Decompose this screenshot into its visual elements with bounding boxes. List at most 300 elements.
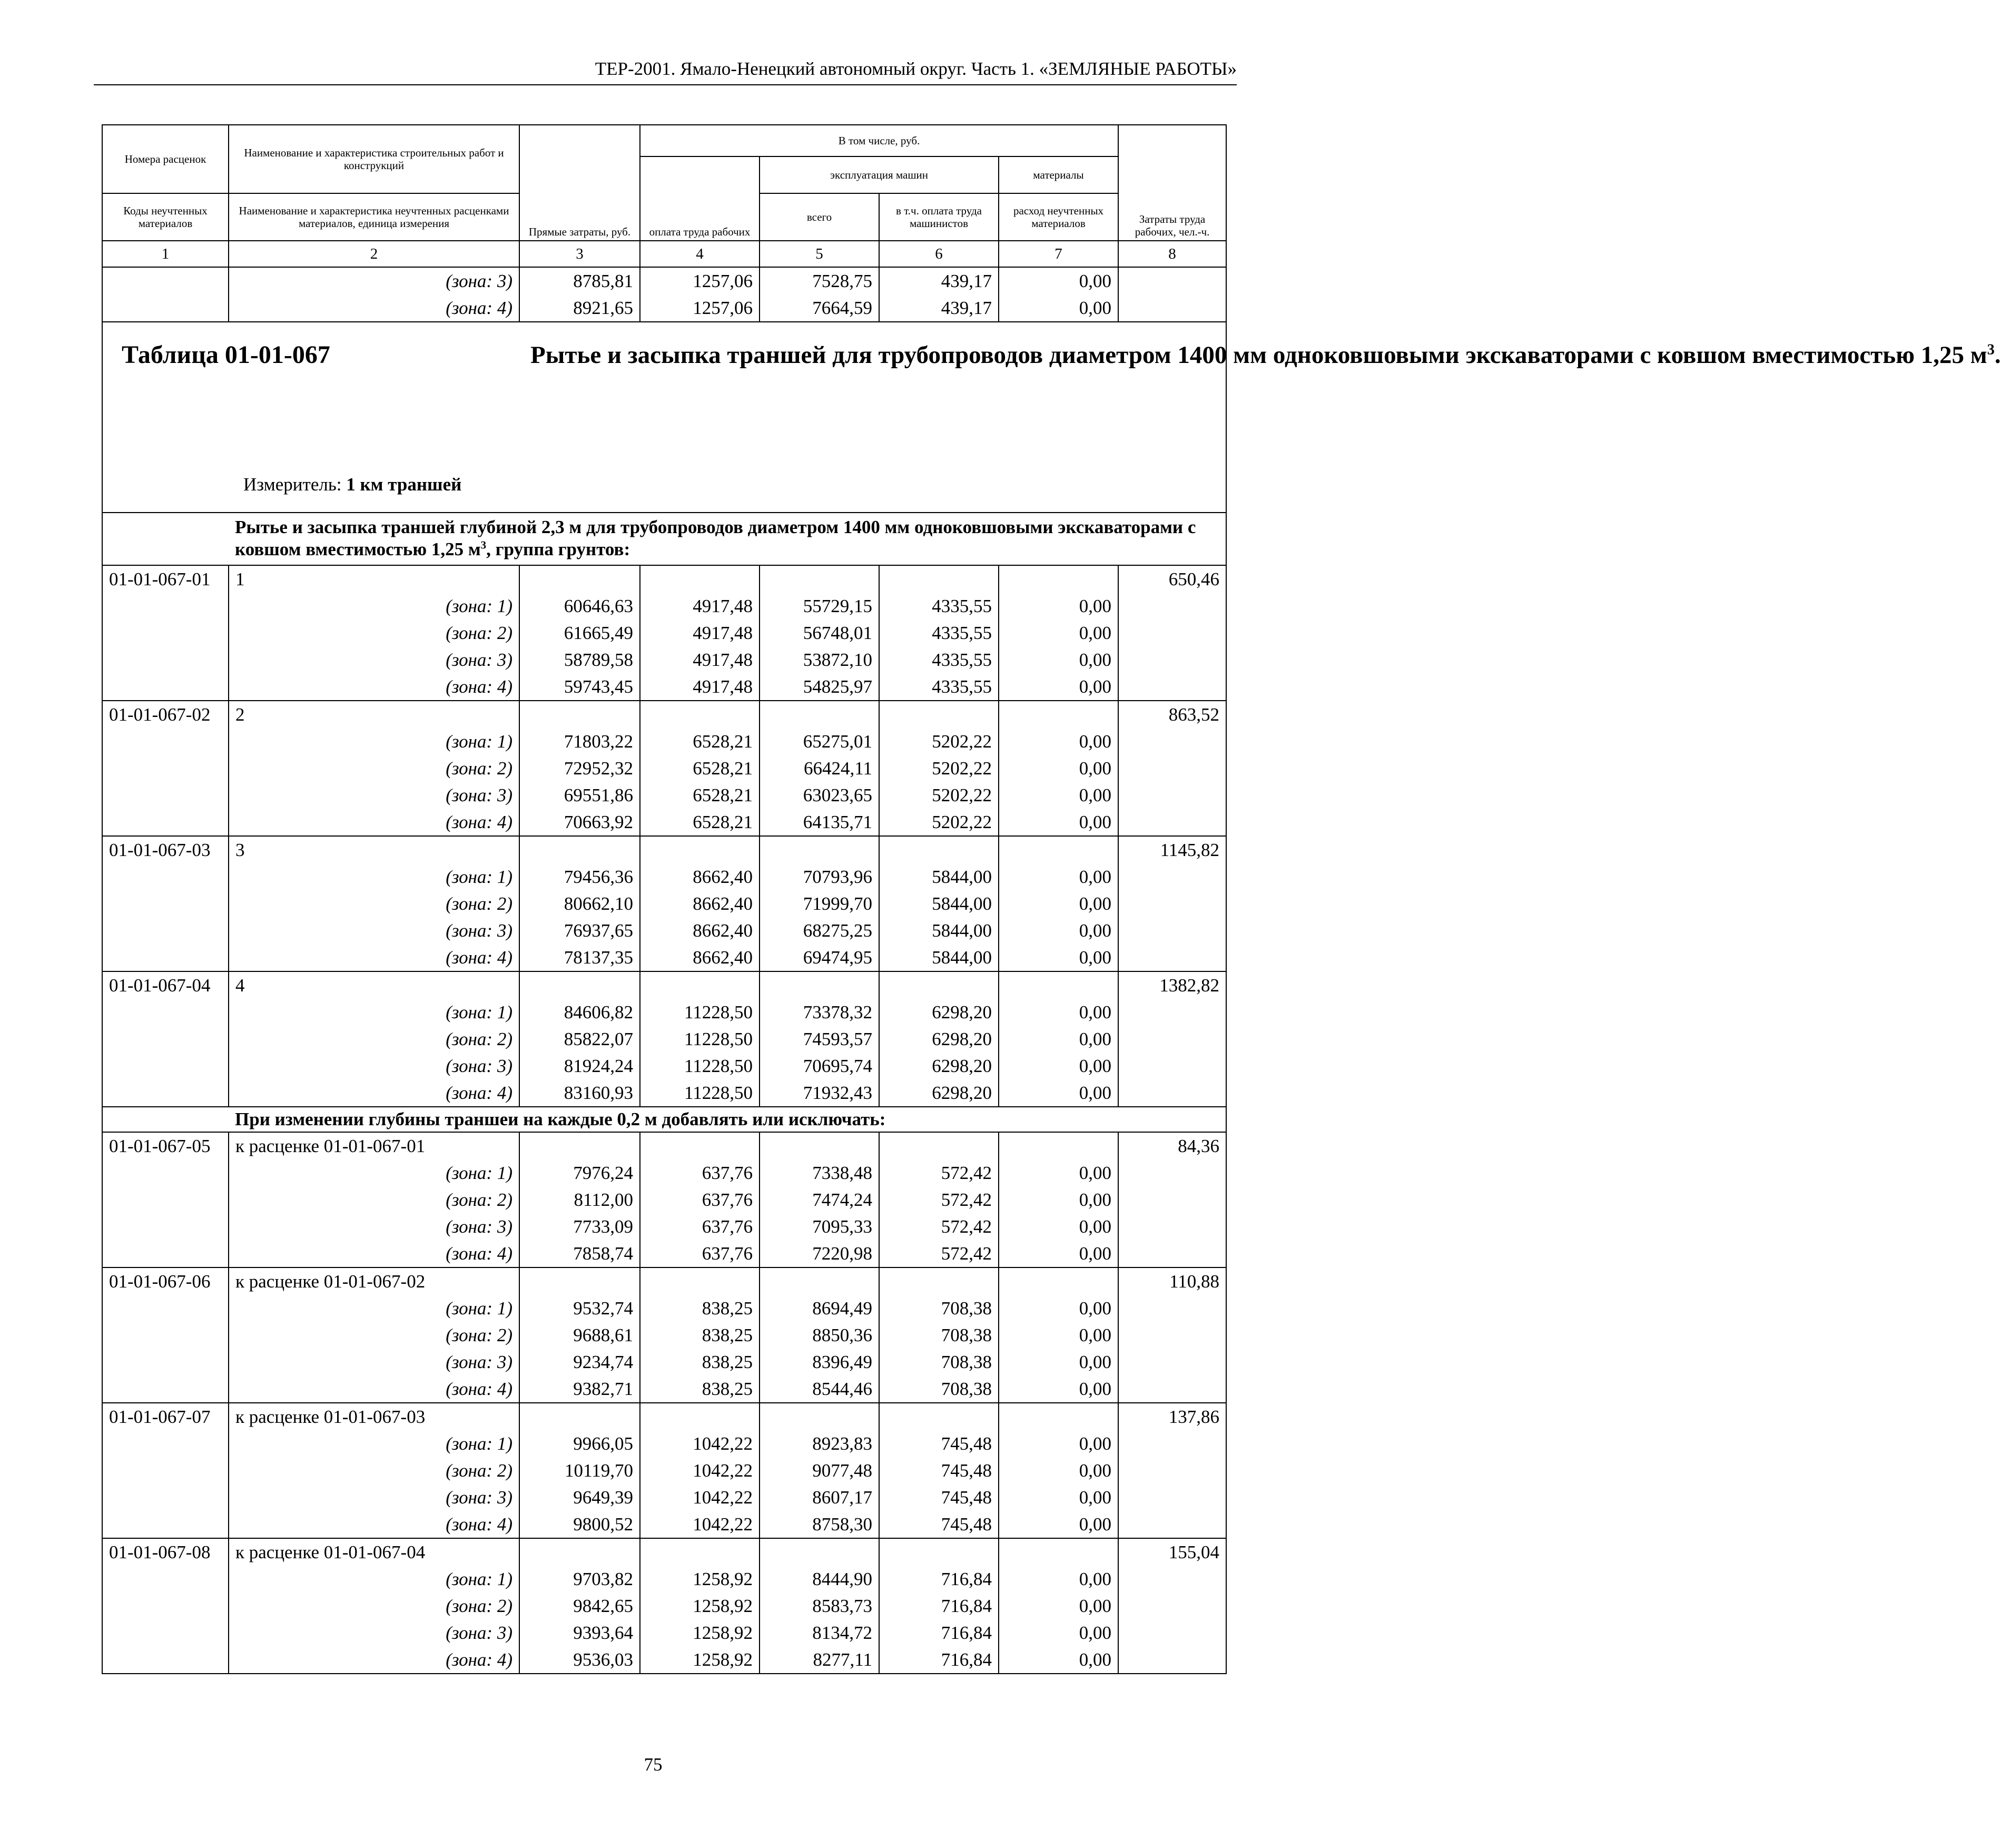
empty-cell: [102, 1484, 229, 1511]
value-c5: 9077,48: [760, 1457, 879, 1484]
zone-label: (зона: 1): [229, 1295, 519, 1322]
value-c7: 0,00: [999, 728, 1118, 755]
empty-cell: [102, 755, 229, 782]
value-c4: 11228,50: [640, 1079, 760, 1107]
zone-label: (зона: 3): [229, 917, 519, 944]
value-c7: 0,00: [999, 1053, 1118, 1079]
running-header: ТЕР-2001. Ямало-Ненецкий автономный округ. Часть 1. «ЗЕМЛЯНЫЕ РАБОТЫ»: [595, 58, 1237, 79]
value-c3: 71803,22: [519, 728, 640, 755]
col7-header: расход неучтенных материалов: [999, 193, 1118, 241]
value-c6: 572,42: [879, 1186, 999, 1213]
value-c3: 58789,58: [519, 646, 640, 673]
zone-label: (зона: 4): [229, 1375, 519, 1403]
value-c4: 8662,40: [640, 944, 760, 971]
labor-value: 650,46: [1118, 565, 1226, 593]
zone-label: (зона: 1): [229, 1159, 519, 1186]
empty-cell: [102, 1213, 229, 1240]
empty-cell: [1118, 1430, 1226, 1457]
value-c6: 5844,00: [879, 944, 999, 971]
value-c7: 0,00: [999, 1026, 1118, 1053]
rate-name: к расценке 01-01-067-04: [229, 1538, 519, 1566]
zone-label: (зона: 4): [229, 1511, 519, 1538]
value-c5: 64135,71: [760, 809, 879, 836]
empty-cell: [1118, 1186, 1226, 1213]
value-c5: 70793,96: [760, 863, 879, 890]
rate-name: к расценке 01-01-067-02: [229, 1267, 519, 1295]
empty-cell: [102, 1295, 229, 1322]
empty-cell: [102, 1566, 229, 1593]
zone-row: [102, 1295, 1226, 1322]
zone-label: (зона: 2): [229, 620, 519, 646]
value-c3: 9382,71: [519, 1375, 640, 1403]
value-c5: 7664,59: [760, 294, 879, 322]
value-c4: 637,76: [640, 1159, 760, 1186]
value-c5: 7220,98: [760, 1240, 879, 1267]
zone-label: (зона: 3): [229, 1349, 519, 1375]
value-c6: 5202,22: [879, 782, 999, 809]
value-c3: 7976,24: [519, 1159, 640, 1186]
value-c3: 69551,86: [519, 782, 640, 809]
value-c6: 708,38: [879, 1375, 999, 1403]
value-c7: 0,00: [999, 1186, 1118, 1213]
value-c4: 1258,92: [640, 1593, 760, 1619]
including-header: В том числе, руб.: [640, 125, 1118, 156]
zone-label: (зона: 3): [229, 1484, 519, 1511]
value-c7: 0,00: [999, 999, 1118, 1026]
value-c6: 708,38: [879, 1295, 999, 1322]
value-c5: 63023,65: [760, 782, 879, 809]
empty-cell: [1118, 1295, 1226, 1322]
value-c3: 9649,39: [519, 1484, 640, 1511]
value-c7: 0,00: [999, 863, 1118, 890]
empty-cell: [1118, 1159, 1226, 1186]
value-c6: 716,84: [879, 1593, 999, 1619]
empty-cell: [879, 1538, 999, 1566]
empty-cell: [1118, 1079, 1226, 1107]
column-index: 6: [879, 241, 999, 267]
zone-label: (зона: 4): [229, 1646, 519, 1674]
value-c5: 55729,15: [760, 593, 879, 620]
empty-cell: [102, 728, 229, 755]
value-c7: 0,00: [999, 294, 1118, 322]
empty-cell: [1118, 1566, 1226, 1593]
zone-label: (зона: 1): [229, 999, 519, 1026]
zone-label: (зона: 2): [229, 1457, 519, 1484]
value-c3: 7858,74: [519, 1240, 640, 1267]
zone-row: [102, 755, 1226, 782]
value-c7: 0,00: [999, 944, 1118, 971]
value-c5: 65275,01: [760, 728, 879, 755]
empty-cell: [519, 1538, 640, 1566]
empty-cell: [102, 620, 229, 646]
rate-code: 01-01-067-02: [102, 701, 229, 728]
value-c5: 69474,95: [760, 944, 879, 971]
empty-cell: [879, 836, 999, 863]
zone-label: (зона: 4): [229, 294, 519, 322]
column-index: 1: [102, 241, 229, 267]
empty-cell: [519, 565, 640, 593]
empty-cell: [102, 999, 229, 1026]
value-c7: 0,00: [999, 267, 1118, 294]
empty-cell: [102, 1593, 229, 1619]
column-index: 2: [229, 241, 519, 267]
empty-cell: [999, 836, 1118, 863]
value-c6: 716,84: [879, 1646, 999, 1674]
rate-name: 3: [229, 836, 519, 863]
empty-cell: [1118, 728, 1226, 755]
empty-cell: [102, 267, 229, 294]
empty-cell: [519, 1132, 640, 1159]
value-c3: 81924,24: [519, 1053, 640, 1079]
empty-cell: [102, 593, 229, 620]
value-c6: 745,48: [879, 1430, 999, 1457]
value-c6: 6298,20: [879, 1053, 999, 1079]
zone-label: (зона: 3): [229, 1053, 519, 1079]
value-c7: 0,00: [999, 1484, 1118, 1511]
rate-name: к расценке 01-01-067-01: [229, 1132, 519, 1159]
value-c6: 5202,22: [879, 728, 999, 755]
empty-cell: [1118, 890, 1226, 917]
empty-cell: [999, 565, 1118, 593]
value-c7: 0,00: [999, 646, 1118, 673]
empty-cell: [1118, 1646, 1226, 1674]
empty-cell: [999, 701, 1118, 728]
empty-cell: [1118, 1322, 1226, 1349]
empty-cell: [640, 836, 760, 863]
value-c4: 637,76: [640, 1186, 760, 1213]
labor-value: 1382,82: [1118, 971, 1226, 999]
zone-label: (зона: 3): [229, 1619, 519, 1646]
value-c4: 1257,06: [640, 294, 760, 322]
value-c3: 7733,09: [519, 1213, 640, 1240]
column-index: 7: [999, 241, 1118, 267]
value-c7: 0,00: [999, 1349, 1118, 1375]
value-c3: 9234,74: [519, 1349, 640, 1375]
value-c3: 80662,10: [519, 890, 640, 917]
value-c3: 9703,82: [519, 1566, 640, 1593]
value-c7: 0,00: [999, 1593, 1118, 1619]
zone-label: (зона: 4): [229, 1240, 519, 1267]
value-c5: 8607,17: [760, 1484, 879, 1511]
empty-cell: [1118, 673, 1226, 701]
value-c3: 9393,64: [519, 1619, 640, 1646]
value-c7: 0,00: [999, 1079, 1118, 1107]
value-c3: 9532,74: [519, 1295, 640, 1322]
col4-header: оплата труда рабочих: [640, 156, 760, 241]
empty-cell: [1118, 809, 1226, 836]
col1-top: Номера расценок: [102, 125, 229, 193]
value-c4: 8662,40: [640, 917, 760, 944]
value-c5: 68275,25: [760, 917, 879, 944]
zone-label: (зона: 3): [229, 646, 519, 673]
rate-row: [102, 1132, 1226, 1159]
empty-cell: [102, 1375, 229, 1403]
value-c5: 7528,75: [760, 267, 879, 294]
labor-value: 137,86: [1118, 1403, 1226, 1430]
empty-cell: [1118, 1026, 1226, 1053]
table-title-block: [102, 322, 2001, 513]
value-c6: 4335,55: [879, 593, 999, 620]
zone-label: (зона: 2): [229, 1186, 519, 1213]
header-rule: [94, 84, 1237, 85]
zone-row: [102, 1322, 1226, 1349]
value-c7: 0,00: [999, 917, 1118, 944]
empty-cell: [102, 782, 229, 809]
value-c7: 0,00: [999, 1566, 1118, 1593]
value-c7: 0,00: [999, 809, 1118, 836]
zone-label: (зона: 1): [229, 728, 519, 755]
zone-label: (зона: 4): [229, 944, 519, 971]
empty-cell: [519, 971, 640, 999]
empty-cell: [1118, 620, 1226, 646]
zone-row: [102, 999, 1226, 1026]
empty-cell: [760, 1403, 879, 1430]
value-c5: 7338,48: [760, 1159, 879, 1186]
empty-cell: [760, 1267, 879, 1295]
value-c6: 6298,20: [879, 1079, 999, 1107]
zone-label: (зона: 3): [229, 267, 519, 294]
value-c4: 1258,92: [640, 1619, 760, 1646]
value-c5: 8544,46: [760, 1375, 879, 1403]
empty-cell: [640, 565, 760, 593]
machines-header: эксплуатация машин: [760, 156, 999, 193]
value-c5: 71932,43: [760, 1079, 879, 1107]
zone-label: (зона: 4): [229, 673, 519, 701]
value-c4: 6528,21: [640, 809, 760, 836]
empty-cell: [1118, 1593, 1226, 1619]
value-c4: 4917,48: [640, 620, 760, 646]
empty-cell: [999, 971, 1118, 999]
rate-row: [102, 1403, 1226, 1430]
zone-row: [102, 1484, 1226, 1511]
value-c6: 4335,55: [879, 673, 999, 701]
value-c4: 11228,50: [640, 999, 760, 1026]
value-c5: 8850,36: [760, 1322, 879, 1349]
value-c7: 0,00: [999, 1430, 1118, 1457]
section-heading: Рытье и засыпка траншей глубиной 2,3 м для трубопроводов диаметром 1400 мм одноковшовыми экскаваторами с ковшом вместимостью 1,25 $м^3$, группа грунтов:: [229, 513, 1226, 565]
empty-cell: [1118, 917, 1226, 944]
value-c3: 61665,49: [519, 620, 640, 646]
zone-label: (зона: 3): [229, 782, 519, 809]
column-index: 8: [1118, 241, 1226, 267]
empty-cell: [1118, 1349, 1226, 1375]
zone-row: [102, 728, 1226, 755]
value-c7: 0,00: [999, 890, 1118, 917]
value-c3: 84606,82: [519, 999, 640, 1026]
empty-cell: [760, 836, 879, 863]
rate-name: 4: [229, 971, 519, 999]
rate-name: к расценке 01-01-067-03: [229, 1403, 519, 1430]
empty-cell: [640, 1267, 760, 1295]
empty-cell: [1118, 1484, 1226, 1511]
value-c4: 6528,21: [640, 755, 760, 782]
rate-code: 01-01-067-04: [102, 971, 229, 999]
empty-cell: [760, 1538, 879, 1566]
value-c7: 0,00: [999, 1159, 1118, 1186]
col6-header: в т.ч. оплата труда машинистов: [879, 193, 999, 241]
empty-cell: [879, 1132, 999, 1159]
empty-cell: [519, 701, 640, 728]
empty-cell: [879, 1403, 999, 1430]
zone-row: [102, 1053, 1226, 1079]
value-c3: 9800,52: [519, 1511, 640, 1538]
value-c7: 0,00: [999, 1619, 1118, 1646]
zone-row: [102, 1079, 1226, 1107]
zone-row: [102, 890, 1226, 917]
empty-cell: [640, 971, 760, 999]
value-c5: 56748,01: [760, 620, 879, 646]
zone-row: [102, 1511, 1226, 1538]
table-title: Рытье и засыпка траншей для трубопроводов диаметром 1400 мм одноковшовыми экскаваторами с ковшом вместимостью 1,25 $м^3$.: [530, 341, 2001, 369]
section-spacer: [102, 1107, 229, 1132]
empty-cell: [640, 1403, 760, 1430]
value-c5: 7095,33: [760, 1213, 879, 1240]
zone-row: [102, 1593, 1226, 1619]
value-c6: 5844,00: [879, 917, 999, 944]
empty-cell: [102, 294, 229, 322]
empty-cell: [879, 971, 999, 999]
empty-cell: [1118, 1240, 1226, 1267]
value-c6: 5844,00: [879, 863, 999, 890]
value-c5: 66424,11: [760, 755, 879, 782]
value-c3: 85822,07: [519, 1026, 640, 1053]
rate-row: [102, 1267, 1226, 1295]
zone-row: [102, 1375, 1226, 1403]
zone-label: (зона: 1): [229, 593, 519, 620]
value-c5: 70695,74: [760, 1053, 879, 1079]
empty-cell: [1118, 1619, 1226, 1646]
value-c4: 4917,48: [640, 646, 760, 673]
value-c6: 716,84: [879, 1619, 999, 1646]
zone-row: [102, 1619, 1226, 1646]
rate-row: [102, 701, 1226, 728]
rates-table: [102, 124, 2001, 1674]
value-c4: 4917,48: [640, 673, 760, 701]
value-c4: 1042,22: [640, 1511, 760, 1538]
rate-row: [102, 836, 1226, 863]
section-spacer: [102, 513, 229, 565]
value-c5: 73378,32: [760, 999, 879, 1026]
value-c4: 8662,40: [640, 890, 760, 917]
zone-label: (зона: 2): [229, 1593, 519, 1619]
rate-code: 01-01-067-07: [102, 1403, 229, 1430]
value-c7: 0,00: [999, 673, 1118, 701]
value-c4: 11228,50: [640, 1026, 760, 1053]
zone-label: (зона: 1): [229, 1430, 519, 1457]
zone-label: (зона: 2): [229, 1322, 519, 1349]
empty-cell: [1118, 1511, 1226, 1538]
zone-row: [102, 294, 1226, 322]
value-c7: 0,00: [999, 1295, 1118, 1322]
rate-code: 01-01-067-05: [102, 1132, 229, 1159]
value-c6: 6298,20: [879, 999, 999, 1026]
value-c3: 9966,05: [519, 1430, 640, 1457]
empty-cell: [102, 1159, 229, 1186]
value-c4: 838,25: [640, 1295, 760, 1322]
zone-row: [102, 1349, 1226, 1375]
empty-cell: [640, 1538, 760, 1566]
empty-cell: [102, 809, 229, 836]
empty-cell: [102, 1053, 229, 1079]
zone-row: [102, 1240, 1226, 1267]
value-c5: 8758,30: [760, 1511, 879, 1538]
labor-value: 863,52: [1118, 701, 1226, 728]
value-c4: 6528,21: [640, 728, 760, 755]
value-c3: 9688,61: [519, 1322, 640, 1349]
zone-row: [102, 944, 1226, 971]
empty-cell: [999, 1403, 1118, 1430]
page-number: 75: [644, 1754, 663, 1775]
col8-header: Затраты труда рабочих, чел.-ч.: [1118, 125, 1226, 241]
materials-header: материалы: [999, 156, 1118, 193]
zone-row: [102, 1159, 1226, 1186]
empty-cell: [102, 1457, 229, 1484]
value-c5: 8396,49: [760, 1349, 879, 1375]
value-c6: 708,38: [879, 1322, 999, 1349]
empty-cell: [102, 1430, 229, 1457]
rate-name: 1: [229, 565, 519, 593]
value-c4: 637,76: [640, 1213, 760, 1240]
value-c4: 1257,06: [640, 267, 760, 294]
labor-value: 1145,82: [1118, 836, 1226, 863]
value-c6: 5202,22: [879, 809, 999, 836]
empty-cell: [519, 1403, 640, 1430]
empty-cell: [879, 565, 999, 593]
empty-cell: [519, 1267, 640, 1295]
value-c7: 0,00: [999, 1240, 1118, 1267]
empty-cell: [102, 646, 229, 673]
value-c5: 54825,97: [760, 673, 879, 701]
empty-cell: [102, 1619, 229, 1646]
value-c3: 9536,03: [519, 1646, 640, 1674]
empty-cell: [102, 890, 229, 917]
value-c4: 838,25: [640, 1375, 760, 1403]
section-heading: При изменении глубины траншеи на каждые 0,2 м добавлять или исключать:: [229, 1107, 1226, 1132]
value-c3: 10119,70: [519, 1457, 640, 1484]
value-c7: 0,00: [999, 593, 1118, 620]
value-c7: 0,00: [999, 782, 1118, 809]
value-c4: 1042,22: [640, 1457, 760, 1484]
value-c3: 79456,36: [519, 863, 640, 890]
empty-cell: [1118, 755, 1226, 782]
rate-row: [102, 971, 1226, 999]
value-c7: 0,00: [999, 1213, 1118, 1240]
value-c5: 8694,49: [760, 1295, 879, 1322]
rate-code: 01-01-067-01: [102, 565, 229, 593]
empty-cell: [1118, 863, 1226, 890]
empty-cell: [879, 1267, 999, 1295]
value-c3: 72952,32: [519, 755, 640, 782]
value-c5: 8277,11: [760, 1646, 879, 1674]
value-c3: 59743,45: [519, 673, 640, 701]
zone-row: [102, 782, 1226, 809]
value-c5: 8583,73: [760, 1593, 879, 1619]
zone-row: [102, 1026, 1226, 1053]
empty-cell: [102, 1646, 229, 1674]
value-c5: 8134,72: [760, 1619, 879, 1646]
empty-cell: [102, 1079, 229, 1107]
value-c4: 1042,22: [640, 1484, 760, 1511]
empty-cell: [1118, 782, 1226, 809]
table-number: Таблица 01-01-067: [122, 341, 330, 369]
zone-row: [102, 1430, 1226, 1457]
labor-value: 155,04: [1118, 1538, 1226, 1566]
empty-cell: [102, 917, 229, 944]
labor-value: 110,88: [1118, 1267, 1226, 1295]
zone-label: (зона: 1): [229, 863, 519, 890]
zone-row: [102, 620, 1226, 646]
value-c6: 439,17: [879, 267, 999, 294]
